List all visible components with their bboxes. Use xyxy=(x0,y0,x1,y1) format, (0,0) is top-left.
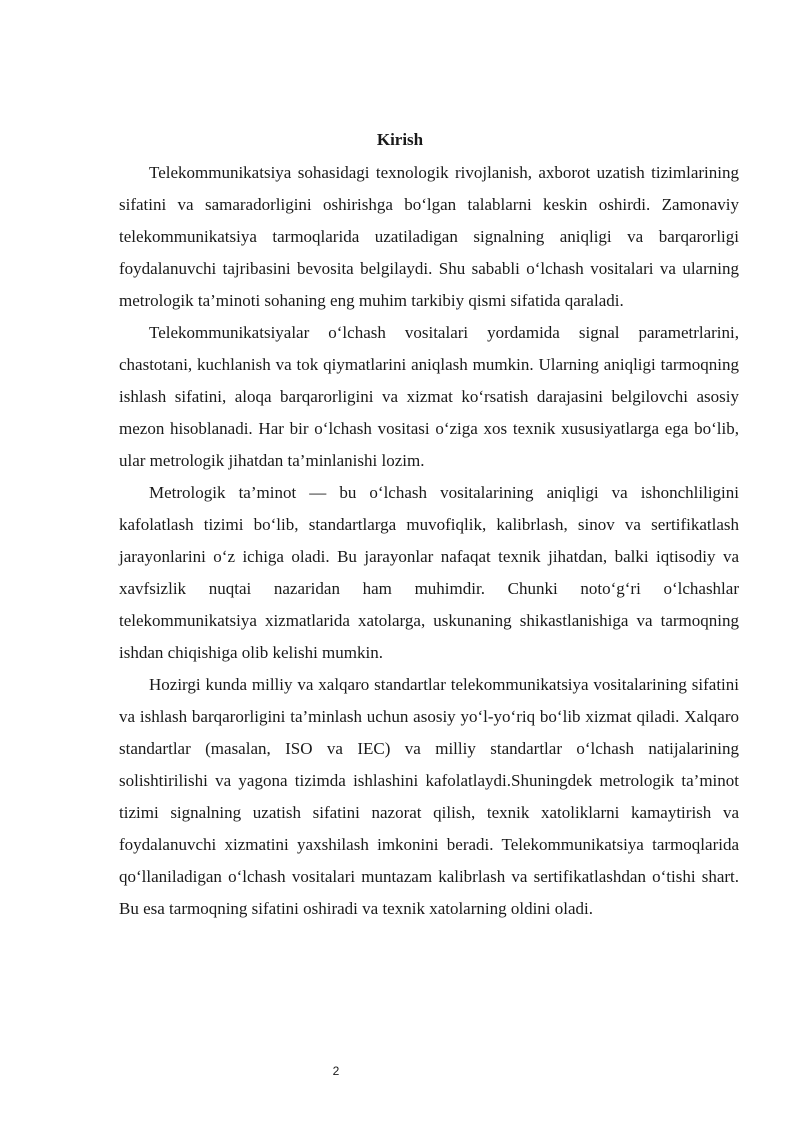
paragraph-3: Metrologik ta’minot — bu o‘lchash vositalarining aniqligi va ishonchliligini kafolatlash tizimi bo‘lib, standartlarga muvofiqlik, kalibrlash, sinov va sertifikatlash jarayonlarini o‘z ichiga oladi. Bu jarayonlar nafaqat texnik jihatdan, balki iqtisodiy va xavfsizlik nuqtai nazaridan ham muhimdir. Chunki noto‘g‘ri o‘lchashlar telekommunikatsiya xizmatlarida xatolarga, uskunaning shikastlanishiga va tarmoqning ishdan chiqishiga olib kelishi mumkin. xyxy=(119,483,739,662)
document-body xyxy=(119,157,739,925)
paragraph-4: Hozirgi kunda milliy va xalqaro standartlar telekommunikatsiya vositalarining sifatini va ishlash barqarorligini ta’minlash uchun asosiy yo‘l-yo‘riq bo‘lib xizmat qiladi. Xalqaro standartlar (masalan, ISO va IEC) va milliy standartlar o‘lchash natijalarining solishtirilishi va yagona tizimda ishlashini kafolatlaydi.Shuningdek metrologik ta’minot tizimi signalning uzatish sifatini nazorat qilish, texnik xatoliklarni kamaytirish va foydalanuvchi xizmatini yaxshilash imkonini beradi. Telekommunikatsiya tarmoqlarida qo‘llaniladigan o‘lchash vositalari muntazam kalibrlash va sertifikatlashdan o‘tishi shart. Bu esa tarmoqning sifatini oshiradi va texnik xatolarning oldini oladi. xyxy=(119,675,739,918)
page-number: 2 xyxy=(332,1064,340,1078)
document-title: Kirish xyxy=(376,130,424,149)
paragraph-1: Telekommunikatsiya sohasidagi texnologik rivojlanish, axborot uzatish tizimlarining sifatini va samaradorligini oshirishga bo‘lgan talablarni keskin oshirdi. Zamonaviy telekommunikatsiya tarmoqlarida uzatiladigan signalning aniqligi va barqarorligi foydalanuvchi tajribasini bevosita belgilaydi. Shu sababli o‘lchash vositalari va ularning metrologik ta’minoti sohaning eng muhim tarkibiy qismi sifatida qaraladi. xyxy=(119,163,739,310)
paragraph-2: Telekommunikatsiyalar o‘lchash vositalari yordamida signal parametrlarini, chastotani, kuchlanish va tok qiymatlarini aniqlash mumkin. Ularning aniqligi tarmoqning ishlash sifatini, aloqa barqarorligini va xizmat ko‘rsatish darajasini belgilovchi asosiy mezon hisoblanadi. Har bir o‘lchash vositasi o‘ziga xos texnik xususiyatlarga ega bo‘lib, ular metrologik jihatdan ta’minlanishi lozim. xyxy=(119,323,739,470)
